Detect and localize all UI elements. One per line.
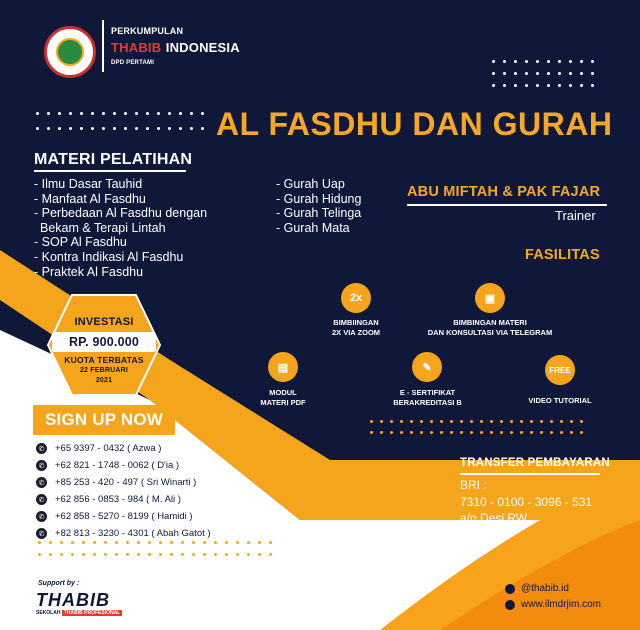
materi-item: - Manfaat Al Fasdhu: [34, 191, 146, 206]
website-url: www.ilmdrjim.com: [521, 599, 601, 610]
whatsapp-icon: ✆: [36, 477, 47, 488]
support-label: Support by :: [38, 580, 80, 587]
brand-sub-left: SEKOLAH: [36, 610, 61, 616]
date-line2: 2021: [95, 377, 113, 384]
transfer-holder: a/n Desi RW: [460, 511, 528, 525]
date-line1: 22 FEBRUARI: [79, 367, 129, 374]
document-icon: [268, 352, 298, 382]
org-line1: PERKUMPULAN: [111, 26, 184, 36]
logo: [44, 26, 96, 78]
transfer-account: 7310 - 0100 - 3096 - 531: [460, 495, 593, 509]
investasi-label: INVESTASI: [74, 316, 134, 328]
signup-button[interactable]: SIGN UP NOW: [33, 405, 175, 435]
materi-heading: MATERI PELATIHAN: [34, 151, 193, 168]
facility-label-line: MODUL: [269, 388, 297, 397]
contact-text: +62 858 - 5270 - 8199 ( Hamidi ): [55, 511, 193, 522]
support-brand-sub: [36, 610, 122, 616]
facility-label-line: VIDEO TUTORIAL: [528, 396, 592, 405]
facility-label-line: MATERI PDF: [260, 398, 306, 407]
globe-icon: [505, 600, 515, 610]
certificate-glyph: ✎: [422, 361, 432, 374]
contact-row[interactable]: [36, 474, 211, 491]
header-divider: [102, 20, 104, 72]
dot-grid-bottom: [38, 541, 272, 556]
whatsapp-icon: ✆: [36, 443, 47, 454]
whatsapp-icon: ✆: [36, 528, 47, 539]
instagram-icon: [505, 584, 515, 594]
materi-list-col2: [276, 177, 361, 235]
brand-sub-right: THABIB PROFESIONAL: [63, 610, 121, 616]
whatsapp-icon: ✆: [36, 511, 47, 522]
certificate-icon: [412, 352, 442, 382]
price-box: [52, 332, 156, 352]
contact-text: +85 253 - 420 - 497 ( Sri Winarti ): [55, 477, 197, 488]
save-glyph: ▣: [484, 292, 496, 305]
facility-label-line: E - SERTIFIKAT: [399, 388, 456, 397]
whatsapp-icon: ✆: [36, 460, 47, 471]
fasilitas-heading: FASILITAS: [525, 247, 600, 263]
dot-grid-top-right: [492, 60, 594, 87]
contact-text: +82 813 - 3230 - 4301 ( Abah Gatot ): [55, 528, 211, 539]
materi-item: - Ilmu Dasar Tauhid: [34, 177, 143, 191]
two-times-glyph: 2x: [349, 292, 363, 304]
kuota: KUOTA TERBATAS: [64, 355, 144, 365]
main-title: AL FASDHU DAN GURAH: [216, 106, 613, 142]
org-name-part2: INDONESIA: [165, 40, 240, 55]
facility-label-sertifikat: [380, 388, 475, 408]
facility-label-video: [515, 396, 605, 406]
materi-heading-underline: [34, 170, 186, 172]
facility-label-zoom: [316, 318, 396, 338]
materi-item: - Kontra Indikasi Al Fasdhu: [34, 249, 184, 264]
materi-item: - Gurah Uap: [276, 177, 345, 191]
contact-row[interactable]: [36, 440, 211, 457]
contact-row[interactable]: [36, 525, 211, 542]
free-glyph: FREE: [549, 365, 571, 375]
org-sub: DPD PERTAMI: [111, 60, 155, 66]
support-brand: THABIB: [36, 590, 110, 610]
contact-row[interactable]: [36, 457, 211, 474]
facility-label-modul: [243, 388, 323, 408]
materi-item: - SOP Al Fasdhu: [34, 235, 127, 250]
instagram-handle: @thabib.id: [521, 583, 569, 594]
materi-item: - Gurah Telinga: [276, 206, 362, 221]
whatsapp-icon: ✆: [36, 494, 47, 505]
contact-list: [36, 440, 211, 542]
transfer-underline: [460, 473, 600, 475]
two-times-icon: [341, 283, 371, 313]
facility-label-line: DAN KONSULTASI VIA TELEGRAM: [427, 328, 553, 337]
contact-text: +65 9397 - 0432 ( Azwa ): [55, 443, 162, 454]
facility-label-telegram: [420, 318, 560, 338]
free-icon: [545, 355, 575, 385]
transfer-bank: BRI :: [460, 478, 487, 492]
transfer-heading: TRANSFER PEMBAYARAN: [460, 457, 610, 469]
contact-text: +62 856 - 0853 - 984 ( M. Ali ): [55, 494, 181, 505]
dot-grid-middle: [370, 420, 583, 434]
materi-item: - Gurah Mata: [276, 220, 350, 235]
price: RP. 900.000: [68, 335, 140, 349]
trainer-names: ABU MIFTAH & PAK FAJAR: [407, 184, 601, 200]
website-row[interactable]: [505, 599, 601, 610]
facility-label-line: BERAKREDITASI B: [393, 398, 462, 407]
org-block: [111, 26, 240, 66]
instagram-row[interactable]: [505, 583, 569, 594]
materi-item: Bekam & Terapi Lintah: [40, 220, 166, 235]
contact-text: +62 821 - 1748 - 0062 ( D'ia ): [55, 460, 180, 471]
contact-row[interactable]: [36, 491, 211, 508]
trainer-role: Trainer: [555, 208, 596, 223]
facility-label-line: 2X VIA ZOOM: [331, 328, 381, 337]
materi-list-col1: [34, 177, 207, 279]
facility-label-line: BIMBIINGAN: [333, 318, 379, 327]
dot-grid-left: [36, 112, 204, 130]
materi-item: - Gurah Hidung: [276, 191, 362, 206]
trainer-underline: [407, 204, 607, 206]
logo-emblem-icon: [56, 38, 84, 66]
org-name-part1: THABIB: [111, 40, 162, 55]
facility-label-line: BIMBINGAN MATERI: [453, 318, 527, 327]
materi-item: - Perbedaan Al Fasdhu dengan: [34, 206, 208, 221]
materi-item: - Praktek Al Fasdhu: [34, 264, 144, 279]
document-glyph: ▤: [277, 361, 289, 374]
save-icon: [475, 283, 505, 313]
contact-row[interactable]: [36, 508, 211, 525]
org-name: [111, 39, 240, 57]
